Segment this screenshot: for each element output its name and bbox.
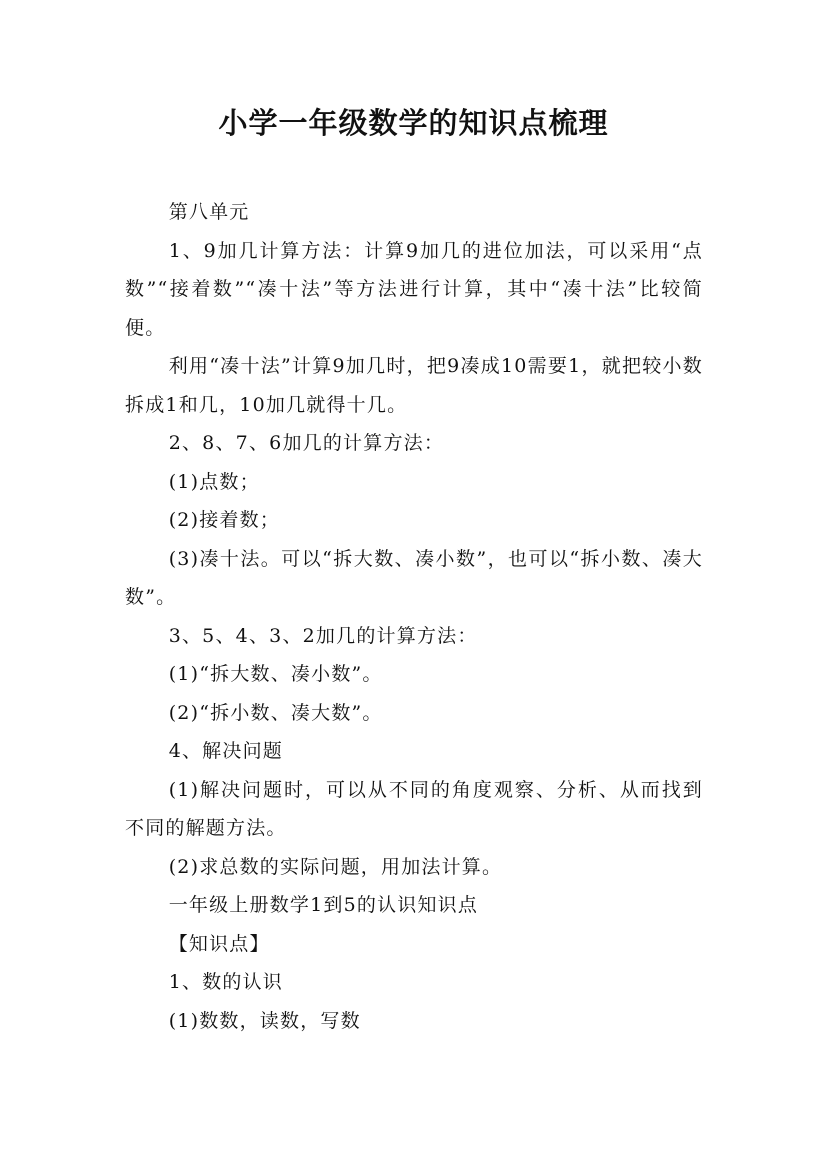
paragraph: (1)点数； [168, 470, 260, 493]
document-title: 小学一年级数学的知识点梳理 [218, 106, 609, 140]
paragraph: 利用“凑十法”计算9加几时，把9凑成10需要1，就把较小数拆成1和几，10加几就得十几。 [125, 355, 703, 416]
paragraph: 2、8、7、6加几的计算方法： [168, 432, 445, 454]
paragraph: (2)接着数； [168, 509, 281, 531]
paragraph: (1)“拆大数、凑小数”。 [168, 663, 383, 685]
paragraph-section-heading: 1、数的认识 [168, 971, 283, 993]
paragraph: (1)解决问题时，可以从不同的角度观察、分析、从而找到不同的解题方法。 [125, 778, 703, 839]
paragraph: 1、9加几计算方法：计算9加几的进位加法，可以采用“点数”“接着数”“凑十法”等方法进行计算，其中“凑十法”比较简便。 [125, 239, 703, 339]
paragraph-unit-heading: 第八单元 [168, 201, 250, 223]
paragraph: 3、5、4、3、2加几的计算方法： [168, 624, 478, 647]
paragraph-knowledge-heading: 【知识点】 [168, 932, 270, 955]
paragraph: (3)凑十法。可以“拆大数、凑小数”，也可以“拆小数、凑大数”。 [125, 547, 703, 608]
paragraph: (1)数数，读数，写数 [168, 1009, 361, 1032]
paragraph-subtitle: 一年级上册数学1到5的认识知识点 [168, 894, 479, 916]
paragraph: (2)“拆小数、凑大数”。 [168, 701, 383, 724]
paragraph-section-heading: 4、解决问题 [168, 740, 283, 762]
document-body [125, 193, 703, 1040]
paragraph: (2)求总数的实际问题，用加法计算。 [168, 855, 503, 878]
